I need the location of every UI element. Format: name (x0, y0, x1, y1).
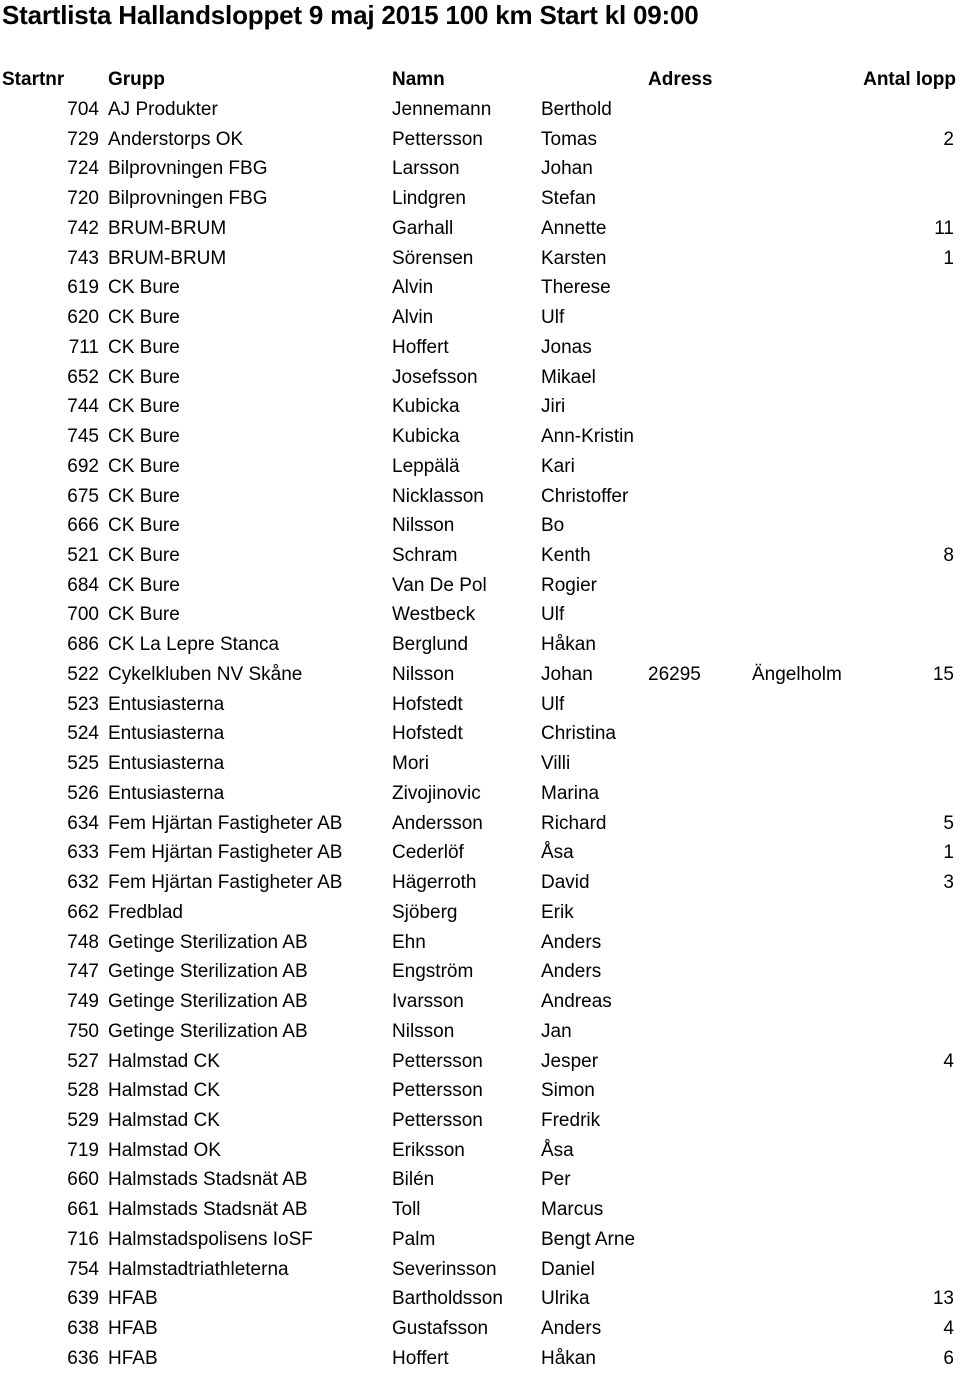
table-row (0, 928, 960, 958)
start-number: 652 (67, 366, 99, 388)
group-name: Halmstad CK (108, 1109, 220, 1131)
last-name: Zivojinovic (392, 782, 481, 804)
last-name: Ehn (392, 931, 426, 953)
first-name: Anders (541, 931, 602, 953)
table-row (0, 1017, 960, 1047)
last-name: Kubicka (392, 426, 460, 448)
last-name: Nilsson (392, 515, 455, 537)
first-name: Richard (541, 812, 607, 834)
first-name: Mikael (541, 366, 596, 388)
group-name: Halmstad CK (108, 1080, 220, 1102)
last-name: Toll (392, 1199, 421, 1221)
table-row (0, 392, 960, 422)
start-number: 700 (67, 604, 99, 626)
last-name: Josefsson (392, 366, 478, 388)
start-number: 632 (67, 872, 99, 894)
start-number: 745 (67, 426, 99, 448)
group-name: Bilprovningen FBG (108, 188, 268, 210)
first-name: Karsten (541, 247, 607, 269)
column-header-adress: Adress (648, 69, 713, 90)
start-number: 638 (67, 1318, 99, 1340)
group-name: Halmstads Stadsnät AB (108, 1199, 308, 1221)
first-name: Kenth (541, 545, 591, 567)
table-row (0, 184, 960, 214)
last-name: Hofstedt (392, 693, 463, 715)
last-name: Severinsson (392, 1258, 497, 1280)
table-row (0, 571, 960, 601)
first-name: Bengt Arne (541, 1228, 636, 1250)
start-number: 744 (67, 396, 99, 418)
group-name: Fem Hjärtan Fastigheter AB (108, 872, 343, 894)
first-name: Andreas (541, 991, 612, 1013)
table-row (0, 779, 960, 809)
start-number: 684 (67, 574, 99, 596)
last-name: Nicklasson (392, 485, 484, 507)
last-name: Kubicka (392, 396, 460, 418)
table-row (0, 363, 960, 393)
group-name: Fem Hjärtan Fastigheter AB (108, 842, 343, 864)
first-name: Johan (541, 663, 593, 685)
group-name: CK Bure (108, 426, 180, 448)
last-name: Larsson (392, 158, 460, 180)
table-row (0, 303, 960, 333)
race-count: 5 (943, 812, 954, 834)
group-name: Halmstad CK (108, 1050, 220, 1072)
group-name: Bilprovningen FBG (108, 158, 268, 180)
table-row (0, 125, 960, 155)
column-header-antal-lopp: Antal lopp (863, 69, 956, 90)
first-name: Anders (541, 961, 602, 983)
last-name: Pettersson (392, 1050, 483, 1072)
group-name: HFAB (108, 1318, 158, 1340)
table-row (0, 95, 960, 125)
start-number: 719 (67, 1139, 99, 1161)
first-name: Ulf (541, 693, 565, 715)
start-number: 634 (67, 812, 99, 834)
start-number: 692 (67, 455, 99, 477)
table-row (0, 482, 960, 512)
last-name: Hoffert (392, 1347, 449, 1369)
start-number: 633 (67, 842, 99, 864)
column-header-namn: Namn (392, 69, 445, 90)
table-row (0, 541, 960, 571)
table-row (0, 630, 960, 660)
first-name: Jesper (541, 1050, 599, 1072)
start-number: 711 (68, 336, 99, 358)
table-row (0, 957, 960, 987)
first-name: Ann-Kristin (541, 426, 634, 448)
start-number: 743 (67, 247, 99, 269)
group-name: CK Bure (108, 455, 180, 477)
table-row (0, 898, 960, 928)
group-name: CK Bure (108, 545, 180, 567)
group-name: Getinge Sterilization AB (108, 1020, 308, 1042)
table-row (0, 1225, 960, 1255)
table-row (0, 600, 960, 630)
last-name: Leppälä (392, 455, 460, 477)
start-number: 675 (67, 485, 99, 507)
last-name: Cederlöf (392, 842, 464, 864)
table-row (0, 719, 960, 749)
table-row (0, 838, 960, 868)
group-name: Getinge Sterilization AB (108, 991, 308, 1013)
first-name: Ulrika (541, 1288, 590, 1310)
start-number: 704 (67, 99, 99, 120)
first-name: Jan (541, 1020, 572, 1042)
first-name: Stefan (541, 188, 596, 210)
first-name: Åsa (541, 1139, 574, 1161)
table-row (0, 1284, 960, 1314)
group-name: CK Bure (108, 574, 180, 596)
group-name: CK Bure (108, 277, 180, 299)
start-number: 750 (67, 1020, 99, 1042)
page-title: Startlista Hallandsloppet 9 maj 2015 100 km Start kl 09:00 (2, 0, 699, 30)
table-row (0, 690, 960, 720)
group-name: Fem Hjärtan Fastigheter AB (108, 812, 343, 834)
start-number: 523 (67, 693, 99, 715)
last-name: Westbeck (392, 604, 476, 626)
last-name: Hofstedt (392, 723, 463, 745)
group-name: Getinge Sterilization AB (108, 961, 308, 983)
first-name: Johan (541, 158, 593, 180)
race-count: 3 (943, 872, 954, 894)
first-name: Fredrik (541, 1109, 601, 1131)
start-number: 747 (67, 961, 99, 983)
table-row (0, 1136, 960, 1166)
first-name: Marina (541, 782, 600, 804)
city: Ängelholm (752, 663, 842, 685)
last-name: Alvin (392, 307, 434, 329)
last-name: Schram (392, 545, 458, 567)
first-name: Therese (541, 277, 611, 299)
start-number: 620 (67, 307, 99, 329)
start-number: 528 (67, 1080, 99, 1102)
table-row (0, 1106, 960, 1136)
start-number: 526 (67, 782, 99, 804)
last-name: Sörensen (392, 247, 474, 269)
first-name: David (541, 872, 590, 894)
race-count: 4 (943, 1050, 954, 1072)
group-name: Entusiasterna (108, 753, 225, 775)
last-name: Van De Pol (392, 574, 487, 596)
table-row (0, 809, 960, 839)
last-name: Gustafsson (392, 1318, 489, 1340)
first-name: Ulf (541, 604, 565, 626)
column-header-grupp: Grupp (108, 69, 165, 90)
start-number: 529 (67, 1109, 99, 1131)
table-row (0, 1165, 960, 1195)
last-name: Lindgren (392, 188, 466, 210)
group-name: CK Bure (108, 366, 180, 388)
first-name: Per (541, 1169, 571, 1191)
first-name: Jiri (541, 396, 566, 418)
start-number: 666 (67, 515, 99, 537)
table-row (0, 273, 960, 303)
first-name: Simon (541, 1080, 595, 1102)
last-name: Hägerroth (392, 872, 477, 894)
group-name: Getinge Sterilization AB (108, 931, 308, 953)
last-name: Nilsson (392, 663, 455, 685)
group-name: Halmstadtriathleterna (108, 1258, 289, 1280)
last-name: Mori (392, 753, 429, 775)
race-count: 4 (943, 1318, 954, 1340)
first-name: Berthold (541, 99, 612, 120)
table-row (0, 1344, 960, 1374)
group-name: BRUM-BRUM (108, 217, 227, 239)
group-name: CK La Lepre Stanca (108, 634, 280, 656)
start-number: 524 (67, 723, 99, 745)
last-name: Alvin (392, 277, 434, 299)
group-name: CK Bure (108, 485, 180, 507)
last-name: Pettersson (392, 1109, 483, 1131)
start-number: 729 (67, 128, 99, 150)
first-name: Åsa (541, 842, 574, 864)
first-name: Håkan (541, 634, 596, 656)
table-row (0, 154, 960, 184)
start-number: 527 (67, 1050, 99, 1072)
start-number: 660 (67, 1169, 99, 1191)
group-name: HFAB (108, 1347, 158, 1369)
start-number: 749 (67, 991, 99, 1013)
last-name: Pettersson (392, 1080, 483, 1102)
start-number: 742 (67, 217, 99, 239)
table-header (0, 66, 960, 94)
table-row (0, 1195, 960, 1225)
last-name: Palm (392, 1228, 436, 1250)
last-name: Berglund (392, 634, 469, 656)
group-name: AJ Produkter (108, 99, 218, 120)
start-number: 522 (67, 663, 99, 685)
last-name: Engström (392, 961, 474, 983)
race-count: 8 (943, 545, 954, 567)
start-number: 525 (67, 753, 99, 775)
start-number: 662 (67, 901, 99, 923)
table-row (0, 422, 960, 452)
last-name: Eriksson (392, 1139, 465, 1161)
table-row (0, 214, 960, 244)
table-row (0, 452, 960, 482)
table-row (0, 1076, 960, 1106)
first-name: Annette (541, 217, 607, 239)
race-count: 1 (943, 842, 954, 864)
first-name: Villi (541, 753, 571, 775)
group-name: Cykelkluben NV Skåne (108, 663, 303, 685)
start-number: 619 (67, 277, 99, 299)
group-name: BRUM-BRUM (108, 247, 227, 269)
table-row (0, 1047, 960, 1077)
group-name: Entusiasterna (108, 693, 225, 715)
race-count: 11 (934, 217, 954, 239)
last-name: Jennemann (392, 99, 492, 120)
race-count: 6 (943, 1347, 954, 1369)
first-name: Jonas (541, 336, 592, 358)
last-name: Sjöberg (392, 901, 458, 923)
last-name: Nilsson (392, 1020, 455, 1042)
group-name: Halmstadspolisens IoSF (108, 1228, 313, 1250)
first-name: Håkan (541, 1347, 596, 1369)
first-name: Christina (541, 723, 616, 745)
table-row (0, 660, 960, 690)
table-row (0, 1314, 960, 1344)
group-name: CK Bure (108, 336, 180, 358)
first-name: Tomas (541, 128, 597, 150)
group-name: CK Bure (108, 396, 180, 418)
group-name: Entusiasterna (108, 782, 225, 804)
first-name: Daniel (541, 1258, 595, 1280)
first-name: Marcus (541, 1199, 604, 1221)
last-name: Hoffert (392, 336, 449, 358)
start-number: 686 (67, 634, 99, 656)
last-name: Pettersson (392, 128, 483, 150)
group-name: Anderstorps OK (108, 128, 244, 150)
last-name: Bilén (392, 1169, 435, 1191)
race-count: 13 (932, 1288, 954, 1310)
group-name: CK Bure (108, 515, 180, 537)
first-name: Christoffer (541, 485, 629, 507)
start-list-table (0, 95, 960, 1374)
start-number: 636 (67, 1347, 99, 1369)
table-row (0, 749, 960, 779)
first-name: Rogier (541, 574, 597, 596)
group-name: CK Bure (108, 307, 180, 329)
table-row (0, 333, 960, 363)
first-name: Kari (541, 455, 575, 477)
group-name: Halmstads Stadsnät AB (108, 1169, 308, 1191)
group-name: HFAB (108, 1288, 158, 1310)
first-name: Bo (541, 515, 565, 537)
table-row (0, 511, 960, 541)
postal-code: 26295 (648, 663, 701, 685)
race-count: 2 (943, 128, 954, 150)
start-number: 521 (67, 545, 99, 567)
column-header-startnr: Startnr (2, 69, 65, 90)
group-name: Entusiasterna (108, 723, 225, 745)
first-name: Erik (541, 901, 574, 923)
first-name: Anders (541, 1318, 602, 1340)
table-row (0, 868, 960, 898)
last-name: Ivarsson (392, 991, 464, 1013)
last-name: Garhall (392, 217, 454, 239)
start-number: 754 (67, 1258, 99, 1280)
race-count: 15 (932, 663, 954, 685)
race-count: 1 (943, 247, 954, 269)
start-number: 639 (67, 1288, 99, 1310)
start-number: 724 (67, 158, 99, 180)
first-name: Ulf (541, 307, 565, 329)
start-number: 720 (67, 188, 99, 210)
table-row (0, 987, 960, 1017)
start-number: 748 (67, 931, 99, 953)
group-name: Fredblad (108, 901, 183, 923)
start-number: 661 (67, 1199, 99, 1221)
table-row (0, 1255, 960, 1285)
last-name: Andersson (392, 812, 483, 834)
group-name: CK Bure (108, 604, 180, 626)
table-row (0, 244, 960, 274)
group-name: Halmstad OK (108, 1139, 221, 1161)
start-number: 716 (67, 1228, 99, 1250)
last-name: Bartholdsson (392, 1288, 503, 1310)
